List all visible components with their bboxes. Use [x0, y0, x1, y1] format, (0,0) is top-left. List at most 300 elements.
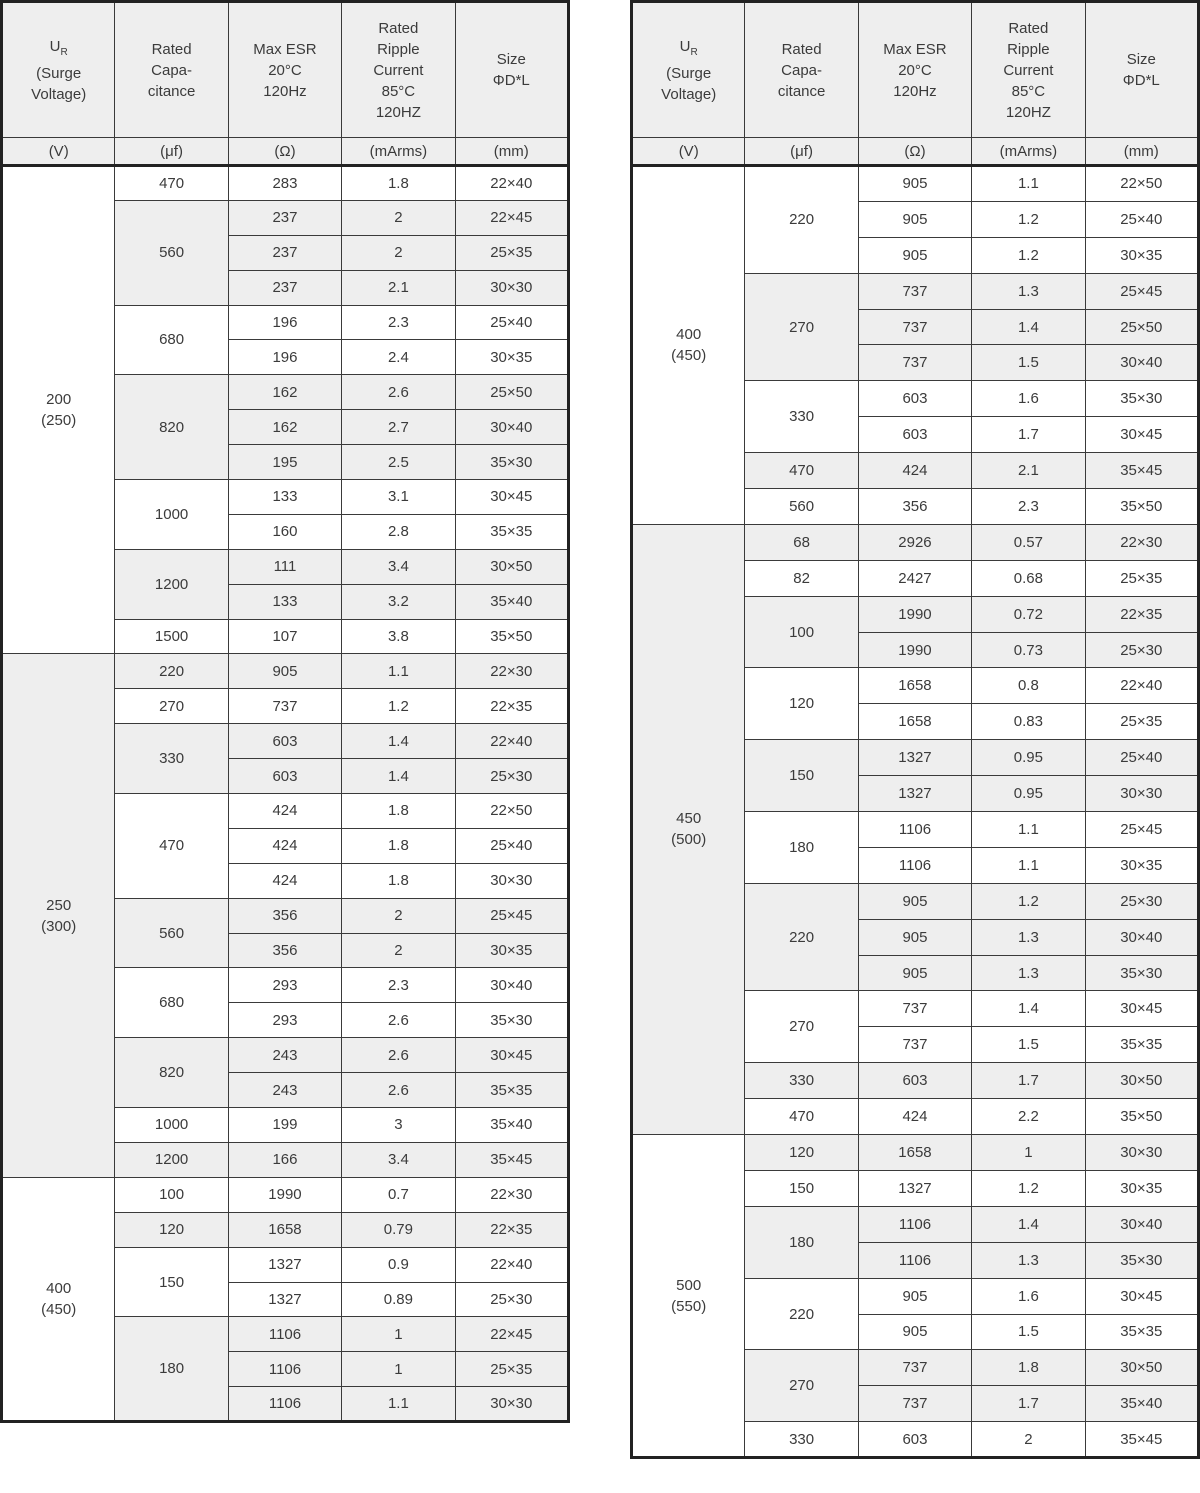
esr-cell: 237	[228, 200, 341, 235]
voltage-header-line: Voltage)	[31, 85, 87, 103]
voltage-cell	[632, 1135, 745, 1458]
voltage-value: 400	[46, 1279, 72, 1297]
capacitance-cell: 120	[745, 1135, 858, 1171]
size-cell: 22×30	[455, 1177, 568, 1212]
esr-cell: 1106	[228, 1352, 341, 1387]
esr-cell: 737	[858, 309, 971, 345]
ripple-current-cell: 2.2	[972, 1099, 1085, 1135]
size-cell: 25×30	[1085, 632, 1198, 668]
column-header	[115, 2, 228, 138]
ripple-current-cell: 1.7	[972, 1063, 1085, 1099]
ripple-current-cell: 3.8	[342, 619, 455, 654]
ripple-current-cell: 2.7	[342, 410, 455, 445]
size-cell: 30×45	[455, 1038, 568, 1073]
esr-cell: 196	[228, 340, 341, 375]
esr-cell: 1106	[858, 1206, 971, 1242]
esr-cell: 293	[228, 1003, 341, 1038]
capacitance-cell: 68	[745, 524, 858, 560]
unit-cell: (Ω)	[228, 138, 341, 166]
unit-cell: (Ω)	[858, 138, 971, 166]
ripple-current-cell: 2.6	[342, 1003, 455, 1038]
voltage-cell	[632, 166, 745, 525]
ripple-current-cell: 1.7	[972, 1386, 1085, 1422]
size-cell: 25×40	[455, 305, 568, 340]
voltage-header-line: Voltage)	[661, 85, 717, 103]
esr-cell: 1990	[858, 632, 971, 668]
ripple-current-cell: 2.1	[342, 270, 455, 305]
column-header-line: citance	[147, 82, 196, 100]
esr-cell: 603	[858, 1422, 971, 1458]
size-cell: 35×40	[455, 584, 568, 619]
size-cell: 30×40	[1085, 1206, 1198, 1242]
esr-cell: 293	[228, 968, 341, 1003]
column-header-line: 85°C	[1011, 82, 1046, 100]
column-header-line: 120HZ	[375, 103, 421, 121]
ripple-current-cell: 2	[972, 1422, 1085, 1458]
esr-cell: 133	[228, 480, 341, 515]
capacitance-cell: 330	[745, 1422, 858, 1458]
esr-cell: 356	[228, 898, 341, 933]
column-header-line: Rated	[151, 40, 192, 58]
esr-cell: 162	[228, 375, 341, 410]
unit-cell: (μf)	[115, 138, 228, 166]
esr-cell: 1327	[858, 776, 971, 812]
capacitance-cell: 330	[115, 724, 228, 794]
capacitance-cell: 120	[745, 668, 858, 740]
capacitance-cell: 470	[745, 1099, 858, 1135]
capacitance-cell: 220	[745, 883, 858, 991]
ripple-current-cell: 0.95	[972, 740, 1085, 776]
esr-cell: 737	[858, 1386, 971, 1422]
surge-voltage-value: (450)	[41, 1300, 77, 1318]
capacitance-cell: 180	[115, 1317, 228, 1422]
capacitance-cell: 270	[745, 273, 858, 381]
size-cell: 30×30	[1085, 1135, 1198, 1171]
esr-cell: 737	[228, 689, 341, 724]
ripple-current-cell: 0.57	[972, 524, 1085, 560]
esr-cell: 424	[228, 794, 341, 829]
esr-cell: 603	[228, 724, 341, 759]
esr-cell: 905	[858, 166, 971, 202]
esr-cell: 237	[228, 270, 341, 305]
voltage-cell	[2, 166, 115, 654]
ripple-current-cell: 2.8	[342, 514, 455, 549]
capacitance-cell: 330	[745, 381, 858, 453]
size-cell: 30×30	[1085, 776, 1198, 812]
ripple-current-cell: 1	[342, 1317, 455, 1352]
size-cell: 30×35	[1085, 237, 1198, 273]
surge-voltage-value: (550)	[671, 1297, 707, 1315]
voltage-value: 250	[46, 896, 72, 914]
size-cell: 30×45	[1085, 1278, 1198, 1314]
column-header-line: Capa-	[151, 61, 193, 79]
esr-cell: 1106	[858, 1242, 971, 1278]
ripple-current-cell: 1.2	[972, 201, 1085, 237]
esr-cell: 737	[858, 1027, 971, 1063]
size-cell: 25×35	[455, 1352, 568, 1387]
esr-cell: 424	[858, 453, 971, 489]
ripple-current-cell: 3.2	[342, 584, 455, 619]
spec-table-left	[0, 0, 570, 1423]
esr-cell: 243	[228, 1073, 341, 1108]
size-cell: 25×30	[455, 759, 568, 794]
size-cell: 30×35	[1085, 847, 1198, 883]
unit-cell: (V)	[632, 138, 745, 166]
size-cell: 30×50	[1085, 1063, 1198, 1099]
voltage-value: 200	[46, 391, 72, 409]
esr-cell: 1990	[228, 1177, 341, 1212]
capacitance-cell: 220	[745, 166, 858, 274]
esr-cell: 737	[858, 273, 971, 309]
ripple-current-cell: 3.4	[342, 549, 455, 584]
ripple-current-cell: 1.3	[972, 1242, 1085, 1278]
voltage-column-header	[2, 2, 115, 138]
column-header-line: ΦD*L	[492, 72, 530, 89]
voltage-symbol-sub: R	[60, 46, 68, 58]
size-cell: 30×40	[1085, 919, 1198, 955]
ripple-current-cell: 1.4	[972, 309, 1085, 345]
ripple-current-cell: 1	[342, 1352, 455, 1387]
column-header	[228, 2, 341, 138]
size-cell: 30×50	[455, 549, 568, 584]
ripple-current-cell: 2.3	[342, 968, 455, 1003]
esr-cell: 1327	[858, 1170, 971, 1206]
capacitance-cell: 120	[115, 1212, 228, 1247]
esr-cell: 243	[228, 1038, 341, 1073]
capacitance-cell: 820	[115, 375, 228, 480]
ripple-current-cell: 0.7	[342, 1177, 455, 1212]
size-cell: 35×35	[455, 514, 568, 549]
esr-cell: 1658	[858, 668, 971, 704]
size-cell: 30×35	[455, 340, 568, 375]
esr-cell: 905	[858, 201, 971, 237]
size-cell: 22×45	[455, 200, 568, 235]
esr-cell: 162	[228, 410, 341, 445]
column-header-line: citance	[777, 82, 826, 100]
ripple-current-cell: 3.1	[342, 480, 455, 515]
size-cell: 25×35	[1085, 560, 1198, 596]
voltage-header-line: (Surge	[666, 64, 712, 82]
column-header-line: 20°C	[898, 61, 932, 79]
size-cell: 30×45	[455, 480, 568, 515]
units-row	[2, 138, 569, 166]
esr-cell: 1106	[858, 812, 971, 848]
capacitance-cell: 470	[745, 453, 858, 489]
column-header	[745, 2, 858, 138]
ripple-current-cell: 1.4	[342, 724, 455, 759]
capacitance-cell: 270	[745, 1350, 858, 1422]
ripple-current-cell: 1.1	[972, 847, 1085, 883]
esr-cell: 424	[858, 1099, 971, 1135]
size-cell: 35×45	[1085, 453, 1198, 489]
size-cell: 30×30	[455, 863, 568, 898]
size-cell: 25×50	[455, 375, 568, 410]
size-cell: 25×40	[1085, 201, 1198, 237]
ripple-current-cell: 1.4	[342, 759, 455, 794]
column-header	[858, 2, 971, 138]
column-header-line: Ripple	[377, 40, 420, 58]
size-cell: 22×30	[1085, 524, 1198, 560]
size-cell: 35×40	[455, 1108, 568, 1143]
size-cell: 35×40	[1085, 1386, 1198, 1422]
ripple-current-cell: 3	[342, 1108, 455, 1143]
size-cell: 35×45	[455, 1142, 568, 1177]
ripple-current-cell: 1.5	[972, 1027, 1085, 1063]
esr-cell: 424	[228, 863, 341, 898]
column-header-line: 20°C	[268, 61, 302, 79]
unit-cell: (mArms)	[972, 138, 1085, 166]
capacitance-cell: 470	[115, 166, 228, 201]
size-cell: 22×40	[455, 724, 568, 759]
ripple-current-cell: 2.6	[342, 375, 455, 410]
column-header-line: Rated	[378, 19, 419, 37]
capacitance-cell: 470	[115, 794, 228, 899]
size-cell: 25×50	[1085, 309, 1198, 345]
header-row	[632, 2, 1199, 138]
capacitance-cell: 1200	[115, 1142, 228, 1177]
capacitance-cell: 270	[745, 991, 858, 1063]
voltage-symbol-sub: R	[690, 46, 698, 58]
column-header-line: ΦD*L	[1122, 72, 1160, 89]
esr-cell: 603	[858, 417, 971, 453]
esr-cell: 166	[228, 1142, 341, 1177]
ripple-current-cell: 0.8	[972, 668, 1085, 704]
size-cell: 22×40	[455, 166, 568, 201]
size-cell: 30×30	[455, 1387, 568, 1422]
voltage-cell	[2, 654, 115, 1177]
ripple-current-cell: 1.1	[972, 166, 1085, 202]
esr-cell: 905	[228, 654, 341, 689]
column-header-line: 120HZ	[1005, 103, 1051, 121]
esr-cell: 133	[228, 584, 341, 619]
capacitance-cell: 820	[115, 1038, 228, 1108]
ripple-current-cell: 1.7	[972, 417, 1085, 453]
ripple-current-cell: 1.3	[972, 919, 1085, 955]
esr-cell: 905	[858, 1314, 971, 1350]
esr-cell: 2427	[858, 560, 971, 596]
column-header-line: Size	[1126, 51, 1156, 68]
esr-cell: 1658	[858, 1135, 971, 1171]
capacitance-cell: 100	[745, 596, 858, 668]
ripple-current-cell: 0.9	[342, 1247, 455, 1282]
column-header-line: Current	[1003, 61, 1054, 79]
column-header-line: Ripple	[1007, 40, 1050, 58]
capacitance-cell: 180	[745, 812, 858, 884]
ripple-current-cell: 1.2	[342, 689, 455, 724]
esr-cell: 196	[228, 305, 341, 340]
esr-cell: 1990	[858, 596, 971, 632]
table-row	[632, 1135, 1199, 1171]
size-cell: 35×35	[455, 1073, 568, 1108]
ripple-current-cell: 1.3	[972, 273, 1085, 309]
column-header-line: Size	[496, 51, 526, 68]
ripple-current-cell: 2.4	[342, 340, 455, 375]
capacitance-cell: 1500	[115, 619, 228, 654]
size-cell: 22×40	[1085, 668, 1198, 704]
column-header-line: Current	[373, 61, 424, 79]
ripple-current-cell: 2.1	[972, 453, 1085, 489]
ripple-current-cell: 1.6	[972, 1278, 1085, 1314]
ripple-current-cell: 2	[342, 200, 455, 235]
column-header	[972, 2, 1085, 138]
ripple-current-cell: 1.5	[972, 1314, 1085, 1350]
esr-cell: 237	[228, 235, 341, 270]
size-cell: 25×45	[455, 898, 568, 933]
size-cell: 35×30	[1085, 955, 1198, 991]
column-header-line: Rated	[1008, 19, 1049, 37]
esr-cell: 195	[228, 445, 341, 480]
esr-cell: 905	[858, 955, 971, 991]
voltage-value: 500	[676, 1276, 702, 1294]
size-cell: 30×40	[455, 968, 568, 1003]
column-header	[342, 2, 455, 138]
ripple-current-cell: 0.68	[972, 560, 1085, 596]
ripple-current-cell: 1.6	[972, 381, 1085, 417]
ripple-current-cell: 2.6	[342, 1073, 455, 1108]
ripple-current-cell: 1.5	[972, 345, 1085, 381]
esr-cell: 199	[228, 1108, 341, 1143]
ripple-current-cell: 0.72	[972, 596, 1085, 632]
esr-cell: 905	[858, 883, 971, 919]
ripple-current-cell: 1.8	[342, 828, 455, 863]
ripple-current-cell: 2.3	[342, 305, 455, 340]
voltage-header-symbol	[633, 36, 744, 63]
esr-cell: 603	[858, 1063, 971, 1099]
ripple-current-cell: 2.6	[342, 1038, 455, 1073]
capacitance-cell: 560	[745, 489, 858, 525]
size-cell: 22×35	[455, 689, 568, 724]
ripple-current-cell: 0.73	[972, 632, 1085, 668]
ripple-current-cell: 2.5	[342, 445, 455, 480]
capacitance-cell: 150	[745, 1170, 858, 1206]
size-cell: 25×40	[1085, 740, 1198, 776]
table-row	[2, 654, 569, 689]
ripple-current-cell: 0.89	[342, 1282, 455, 1317]
spec-table-right	[630, 0, 1200, 1459]
size-cell: 22×50	[1085, 166, 1198, 202]
esr-cell: 737	[858, 1350, 971, 1386]
esr-cell: 107	[228, 619, 341, 654]
ripple-current-cell: 1.8	[342, 863, 455, 898]
ripple-current-cell: 1.4	[972, 991, 1085, 1027]
size-cell: 22×35	[1085, 596, 1198, 632]
size-cell: 22×45	[455, 1317, 568, 1352]
esr-cell: 2926	[858, 524, 971, 560]
esr-cell: 356	[228, 933, 341, 968]
esr-cell: 905	[858, 1278, 971, 1314]
table-row	[632, 166, 1199, 202]
ripple-current-cell: 1.8	[342, 794, 455, 829]
esr-cell: 1106	[228, 1317, 341, 1352]
unit-cell: (mArms)	[342, 138, 455, 166]
size-cell: 30×40	[1085, 345, 1198, 381]
esr-cell: 1327	[228, 1247, 341, 1282]
column-header	[1085, 2, 1198, 138]
surge-voltage-value: (250)	[41, 412, 77, 430]
voltage-header-line: (Surge	[36, 64, 82, 82]
size-cell: 22×50	[455, 794, 568, 829]
esr-cell: 356	[858, 489, 971, 525]
size-cell: 30×30	[455, 270, 568, 305]
capacitance-cell: 330	[745, 1063, 858, 1099]
column-header-line: Max ESR	[253, 40, 317, 58]
ripple-current-cell: 2	[342, 235, 455, 270]
size-cell: 30×50	[1085, 1350, 1198, 1386]
size-cell: 25×35	[1085, 704, 1198, 740]
surge-voltage-value: (500)	[671, 831, 707, 849]
capacitance-cell: 1000	[115, 1108, 228, 1143]
esr-cell: 737	[858, 345, 971, 381]
ripple-current-cell: 1.3	[972, 955, 1085, 991]
esr-cell: 603	[228, 759, 341, 794]
column-header	[455, 2, 568, 138]
unit-cell: (mm)	[1085, 138, 1198, 166]
esr-cell: 1658	[858, 704, 971, 740]
table-row	[2, 1177, 569, 1212]
voltage-column-header	[632, 2, 745, 138]
esr-cell: 1106	[858, 847, 971, 883]
voltage-header-symbol	[3, 36, 114, 63]
size-cell: 35×30	[455, 445, 568, 480]
size-cell: 25×40	[455, 828, 568, 863]
size-cell: 30×35	[1085, 1170, 1198, 1206]
esr-cell: 424	[228, 828, 341, 863]
ripple-current-cell: 1.2	[972, 237, 1085, 273]
size-cell: 30×45	[1085, 991, 1198, 1027]
size-cell: 35×35	[1085, 1027, 1198, 1063]
size-cell: 35×30	[1085, 381, 1198, 417]
ripple-current-cell: 1.1	[342, 654, 455, 689]
capacitance-cell: 82	[745, 560, 858, 596]
ripple-current-cell: 0.95	[972, 776, 1085, 812]
units-row	[632, 138, 1199, 166]
esr-cell: 603	[858, 381, 971, 417]
esr-cell: 1106	[228, 1387, 341, 1422]
column-header-line: Capa-	[781, 61, 823, 79]
capacitance-cell: 680	[115, 305, 228, 375]
surge-voltage-value: (300)	[41, 917, 77, 935]
size-cell: 25×30	[455, 1282, 568, 1317]
size-cell: 25×30	[1085, 883, 1198, 919]
size-cell: 25×35	[455, 235, 568, 270]
capacitance-cell: 220	[745, 1278, 858, 1350]
surge-voltage-value: (450)	[671, 347, 707, 365]
esr-cell: 283	[228, 166, 341, 201]
ripple-current-cell: 0.79	[342, 1212, 455, 1247]
ripple-current-cell: 1.1	[972, 812, 1085, 848]
esr-cell: 1658	[228, 1212, 341, 1247]
ripple-current-cell: 2	[342, 898, 455, 933]
esr-cell: 737	[858, 991, 971, 1027]
size-cell: 35×50	[1085, 489, 1198, 525]
ripple-current-cell: 0.83	[972, 704, 1085, 740]
unit-cell: (μf)	[745, 138, 858, 166]
ripple-current-cell: 1	[972, 1135, 1085, 1171]
table-row	[2, 166, 569, 201]
ripple-current-cell: 1.1	[342, 1387, 455, 1422]
size-cell: 25×45	[1085, 812, 1198, 848]
capacitance-cell: 220	[115, 654, 228, 689]
voltage-symbol-main: U	[679, 37, 691, 55]
column-header-line: Rated	[781, 40, 822, 58]
header-row	[2, 2, 569, 138]
capacitance-cell: 560	[115, 898, 228, 968]
esr-cell: 905	[858, 237, 971, 273]
unit-cell: (mm)	[455, 138, 568, 166]
capacitance-cell: 560	[115, 200, 228, 305]
voltage-symbol-main: U	[49, 37, 61, 55]
size-cell: 30×45	[1085, 417, 1198, 453]
